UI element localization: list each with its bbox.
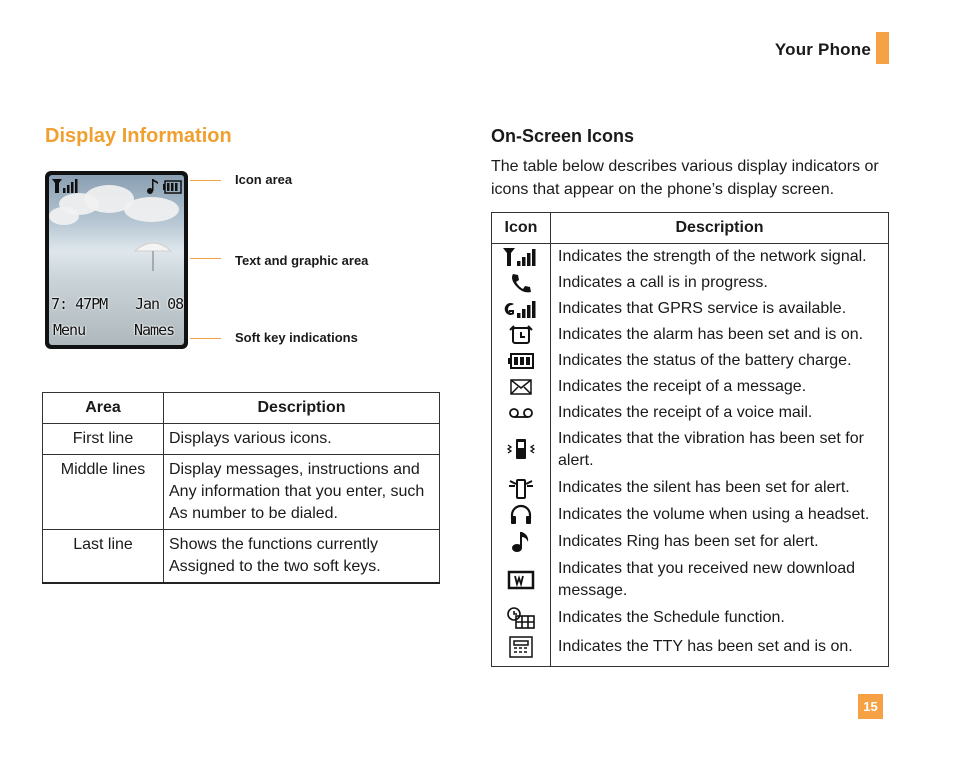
on-screen-icons-table bbox=[491, 212, 889, 667]
phone-left-soft-key: Menu bbox=[53, 321, 86, 339]
description-cell: Indicates that you received new download message. bbox=[551, 556, 889, 604]
table-header-row bbox=[492, 213, 889, 244]
description-cell: Indicates a call is in progress. bbox=[551, 270, 889, 296]
phone-display-illustration bbox=[45, 171, 188, 349]
table-row bbox=[43, 455, 440, 530]
callout-line-text-area bbox=[190, 258, 221, 259]
voicemail-icon bbox=[506, 403, 536, 423]
description-cell: Indicates the TTY has been set and is on. bbox=[551, 632, 889, 667]
section-title-display-information: Display Information bbox=[45, 125, 232, 147]
gprs-icon bbox=[502, 298, 540, 320]
description-cell: Display messages, instructions and Any information that you enter, such As number to be dialed. bbox=[164, 455, 440, 530]
section-intro: The table below describes various display indicators or icons that appear on the phone’s display screen. bbox=[491, 158, 879, 198]
description-cell: Indicates that the vibration has been set for alert. bbox=[551, 426, 889, 474]
table-row bbox=[492, 374, 889, 400]
column-header-area: Area bbox=[43, 393, 164, 424]
phone-screen bbox=[49, 175, 184, 345]
download-icon bbox=[506, 569, 536, 591]
area-cell: Last line bbox=[43, 530, 164, 584]
silent-icon bbox=[507, 476, 535, 500]
vibrate-icon bbox=[504, 437, 538, 463]
display-area-table bbox=[42, 392, 440, 584]
header-accent-bar bbox=[876, 32, 889, 64]
phone-right-soft-key: Names bbox=[134, 321, 175, 339]
message-icon bbox=[508, 377, 534, 397]
signal-strength-icon bbox=[502, 246, 540, 268]
description-cell: Indicates the alarm has been set and is on. bbox=[551, 322, 889, 348]
column-header-description: Description bbox=[551, 213, 889, 244]
beach-umbrella-icon bbox=[133, 237, 173, 273]
callout-icon-area: Icon area bbox=[235, 172, 293, 187]
table-row bbox=[492, 556, 889, 604]
schedule-icon bbox=[506, 606, 536, 630]
column-header-description: Description bbox=[164, 393, 440, 424]
area-cell: First line bbox=[43, 424, 164, 455]
tty-icon bbox=[507, 634, 535, 660]
table-row bbox=[492, 348, 889, 374]
running-header: Your Phone bbox=[774, 40, 871, 59]
description-cell: Shows the functions currently Assigned to the two soft keys. bbox=[164, 530, 440, 584]
phone-date: Jan 08 bbox=[135, 295, 184, 313]
table-row bbox=[492, 502, 889, 528]
headset-icon bbox=[509, 504, 533, 526]
table-row bbox=[492, 474, 889, 502]
table-row bbox=[492, 528, 889, 556]
description-cell: Indicates the volume when using a headset. bbox=[551, 502, 889, 528]
callout-text-graphic-area: Text and graphic area bbox=[235, 253, 369, 268]
table-row bbox=[492, 270, 889, 296]
ring-icon bbox=[509, 530, 533, 554]
phone-time: 7: 47PM bbox=[51, 295, 108, 313]
table-row bbox=[492, 632, 889, 667]
table-header-row bbox=[43, 393, 440, 424]
description-cell: Indicates that GPRS service is available. bbox=[551, 296, 889, 322]
description-cell: Indicates the Schedule function. bbox=[551, 604, 889, 632]
description-cell: Indicates the status of the battery charge. bbox=[551, 348, 889, 374]
table-row bbox=[492, 400, 889, 426]
description-cell: Indicates the receipt of a message. bbox=[551, 374, 889, 400]
alarm-icon bbox=[508, 324, 534, 346]
callout-soft-key-indications: Soft key indications bbox=[235, 330, 358, 345]
table-row bbox=[492, 296, 889, 322]
table-row bbox=[43, 424, 440, 455]
call-in-progress-icon bbox=[509, 272, 533, 294]
table-row bbox=[43, 530, 440, 584]
table-row bbox=[492, 244, 889, 271]
description-cell: Indicates the receipt of a voice mail. bbox=[551, 400, 889, 426]
description-cell: Indicates the silent has been set for alert. bbox=[551, 474, 889, 502]
table-row bbox=[492, 604, 889, 632]
description-cell: Displays various icons. bbox=[164, 424, 440, 455]
column-header-icon: Icon bbox=[492, 213, 551, 244]
page-number: 15 bbox=[858, 694, 883, 719]
table-row bbox=[492, 426, 889, 474]
table-row bbox=[492, 322, 889, 348]
description-cell: Indicates the strength of the network signal. bbox=[551, 244, 889, 271]
area-cell: Middle lines bbox=[43, 455, 164, 530]
callout-line-icon-area bbox=[190, 180, 221, 181]
callout-line-soft-keys bbox=[190, 338, 221, 339]
phone-status-icons bbox=[49, 175, 184, 197]
battery-icon bbox=[507, 351, 535, 371]
section-title-on-screen-icons: On-Screen Icons bbox=[491, 126, 635, 146]
description-cell: Indicates Ring has been set for alert. bbox=[551, 528, 889, 556]
